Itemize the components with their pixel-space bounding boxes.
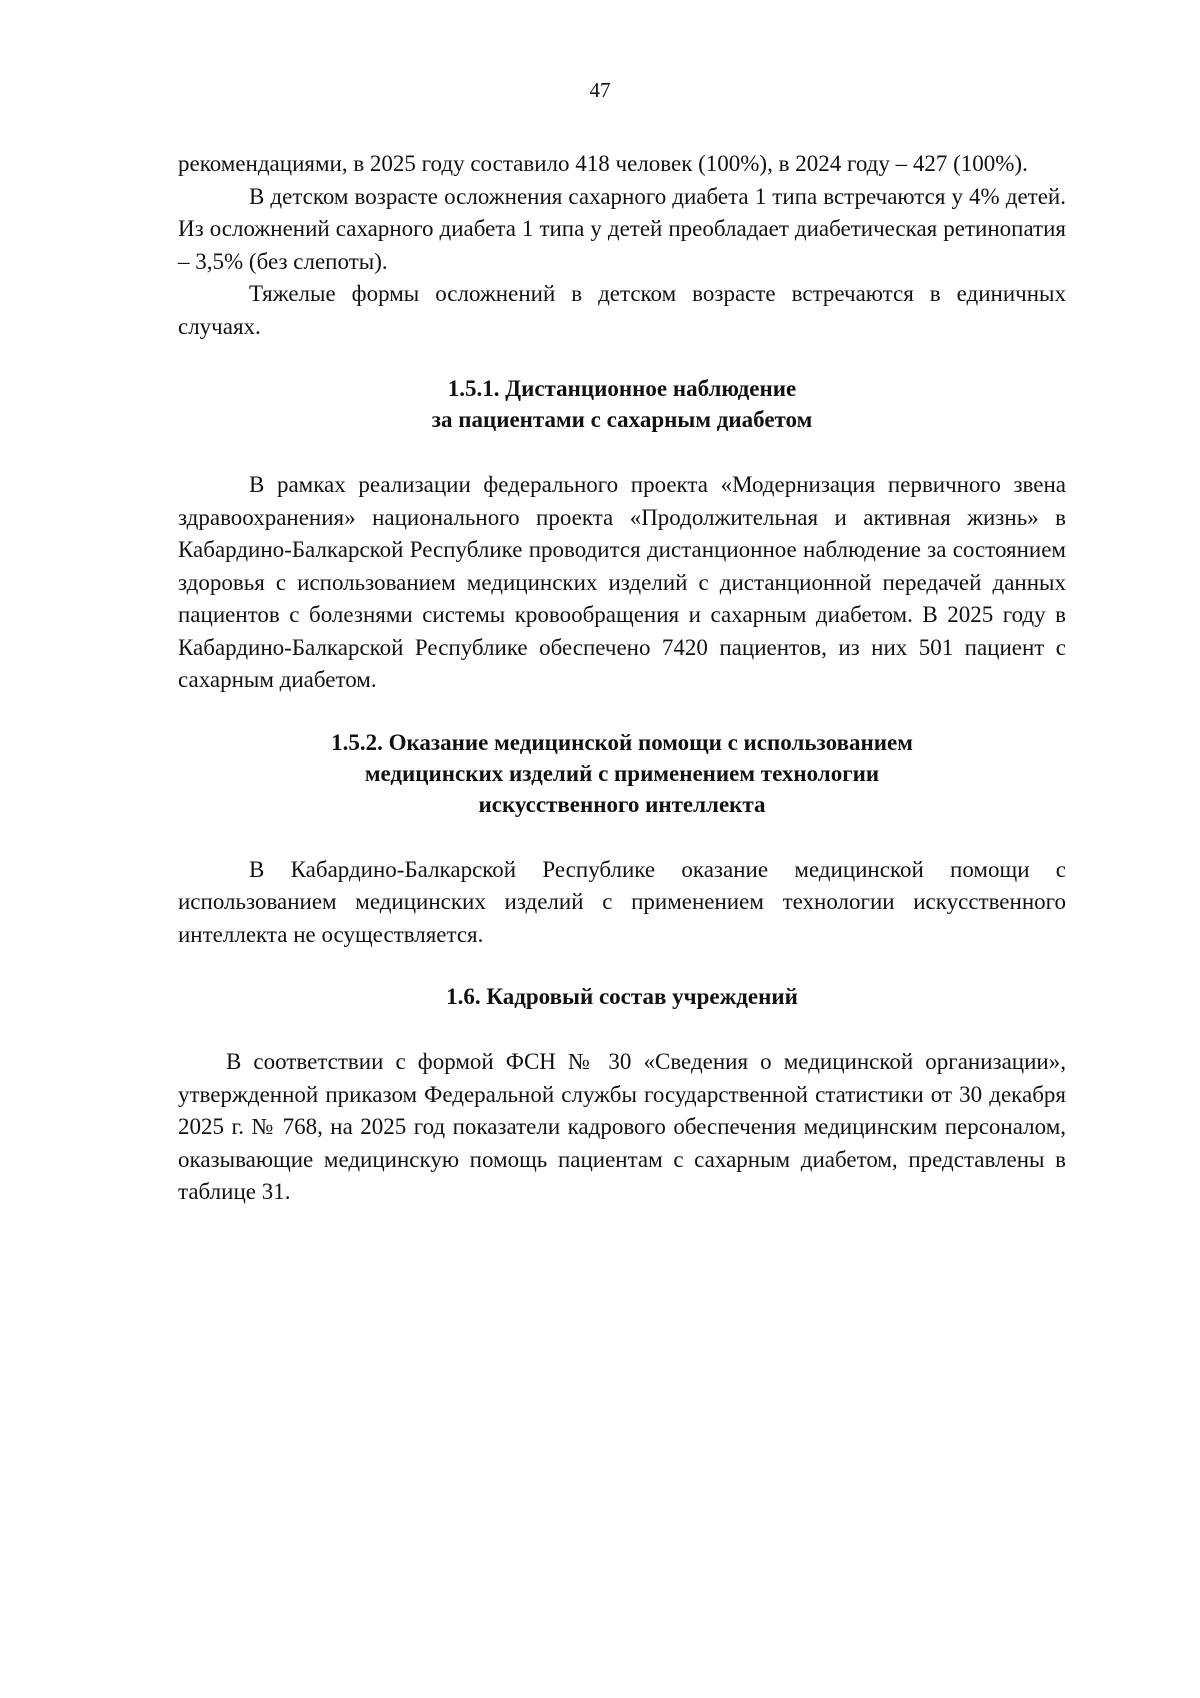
paragraph-remote-monitoring: В рамках реализации федерального проекта «Модернизация первичного звена здравоохранения» национального проекта «Продолжительная и активная жизнь» в Кабардино-Балкарской Республике проводится дистанционное наблюдение за состоянием здоровья с использованием медицинских изделий с дистанционной передачей данных пациентов с болезнями системы кровообращения и сахарным диабетом. В 2025 году в Кабардино-Балкарской Республике обеспечено 7420 пациентов, из них 501 пациент с сахарным диабетом.	[178, 472, 1066, 692]
paragraph-continuation: рекомендациями, в 2025 году составило 418 человек (100%), в 2024 году – 427 (100%).	[178, 151, 1028, 176]
page-number: 47	[589, 78, 611, 102]
page-content	[178, 148, 1066, 1209]
heading-line: искусственного интеллекта	[478, 791, 766, 817]
section-heading-1-6	[178, 981, 1066, 1012]
heading-line: 1.5.1. Дистанционное наблюдение	[447, 376, 797, 401]
paragraph-severe-forms: Тяжелые формы осложнений в детском возрасте встречаются в единичных случаях.	[178, 281, 1066, 339]
section-heading-1-5-2	[178, 727, 1066, 820]
paragraph-children-complications: В детском возрасте осложнения сахарного диабета 1 типа встречаются у 4% детей. Из осложнений сахарного диабета 1 типа у детей преобладает диабетическая ретинопатия – 3,5% (без слепоты).	[178, 183, 1066, 274]
heading-line: медицинских изделий с применением технологии	[364, 760, 880, 786]
section-heading-1-5-1	[178, 373, 1066, 435]
heading-line: 1.6. Кадровый состав учреждений	[446, 984, 798, 1009]
paragraph-staffing: В соответствии с формой ФСН № 30 «Сведения о медицинской организации», утвержденной приказом Федеральной службы государственной статистики от 30 декабря 2025 г. № 768, на 2025 год показатели кадрового обеспечения медицинским персоналом, оказывающие медицинскую помощь пациентам с сахарным диабетом, представлены в таблице 31.	[178, 1049, 1066, 1204]
heading-line: 1.5.2. Оказание медицинской помощи с использованием	[331, 729, 913, 755]
paragraph-ai-technology: В Кабардино-Балкарской Республике оказание медицинской помощи с использованием медицинских изделий с применением технологии искусственного интеллекта не осуществляется.	[178, 856, 1066, 947]
heading-line: за пациентами с сахарным диабетом	[431, 407, 813, 432]
